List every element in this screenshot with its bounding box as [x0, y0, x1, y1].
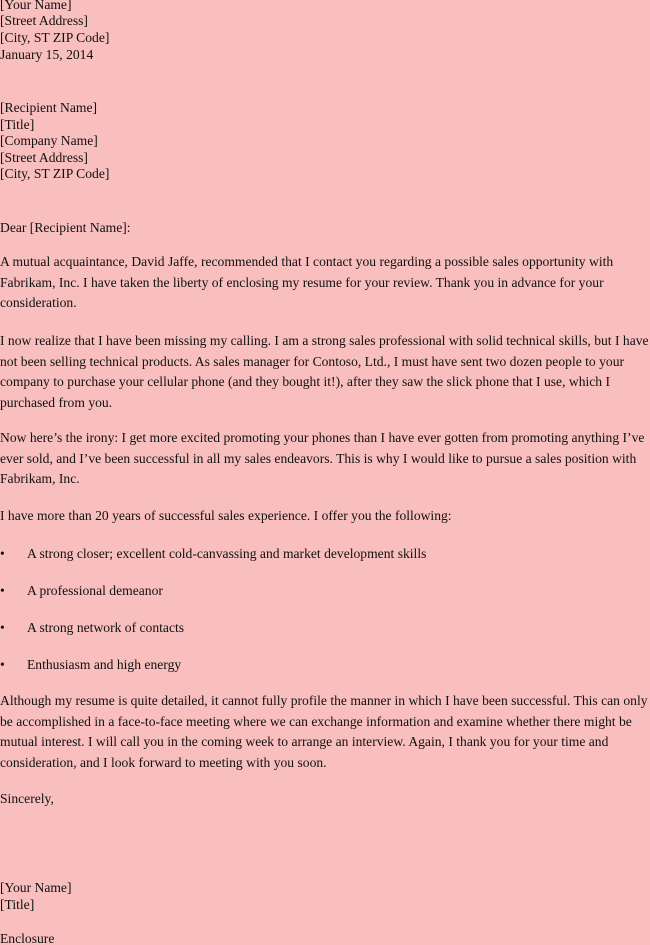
- recipient-title: [Title]: [0, 117, 35, 132]
- sender-name: [Your Name]: [0, 0, 72, 12]
- sender-street: [Street Address]: [0, 13, 88, 28]
- recipient-street: [Street Address]: [0, 150, 88, 165]
- sign-off: Sincerely,: [0, 791, 54, 806]
- sender-city: [City, ST ZIP Code]: [0, 30, 110, 45]
- recipient-name: [Recipient Name]: [0, 100, 98, 115]
- enclosure-note: Enclosure: [0, 931, 55, 945]
- body-paragraph: I now realize that I have been missing my calling. I am a strong sales professional with solid technical skills, but I have not been selling technical products. As sales manager for Contoso, Ltd., I must have sent two dozen people to your company to purchase your cellular phone (and they bought it!), after they saw the slick phone that I use, which I purchased from you.: [0, 333, 649, 410]
- bullet-icon: •: [0, 583, 5, 598]
- body-paragraph: I have more than 20 years of successful sales experience. I offer you the following:: [0, 508, 452, 523]
- bullet-icon: •: [0, 546, 5, 561]
- bullet-icon: •: [0, 620, 5, 635]
- signature-title: [Title]: [0, 897, 35, 912]
- list-item-text: A strong closer; excellent cold-canvassing and market development skills: [27, 546, 427, 561]
- salutation: Dear [Recipient Name]:: [0, 220, 131, 235]
- list-item-text: A strong network of contacts: [27, 620, 185, 635]
- body-paragraph: A mutual acquaintance, David Jaffe, recommended that I contact you regarding a possible sales opportunity with Fabrikam, Inc. I have taken the liberty of enclosing my resume for your review. Thank you in advance for your consideration.: [0, 254, 614, 310]
- bullet-icon: •: [0, 657, 5, 672]
- closing-paragraph: Although my resume is quite detailed, it cannot fully profile the manner in which I have been successful. This can only be accomplished in a face-to-face meeting where we can exchange information and examine whether there might be mutual interest. I will call you in the coming week to arrange an interview. Again, I thank you for your time and consideration, and I look forward to meeting with you soon.: [0, 693, 648, 770]
- recipient-city: [City, ST ZIP Code]: [0, 166, 110, 181]
- list-item-text: Enthusiasm and high energy: [27, 657, 182, 672]
- signature-name: [Your Name]: [0, 880, 72, 895]
- recipient-company: [Company Name]: [0, 133, 98, 148]
- list-item-text: A professional demeanor: [27, 583, 163, 598]
- letter-date: January 15, 2014: [0, 47, 94, 62]
- body-paragraph: Now here’s the irony: I get more excited promoting your phones than I have ever gotten from promoting anything I’ve ever sold, and I’ve been successful in all my sales endeavors. This is why I would like to pursue a sales position with Fabrikam, Inc.: [0, 430, 645, 486]
